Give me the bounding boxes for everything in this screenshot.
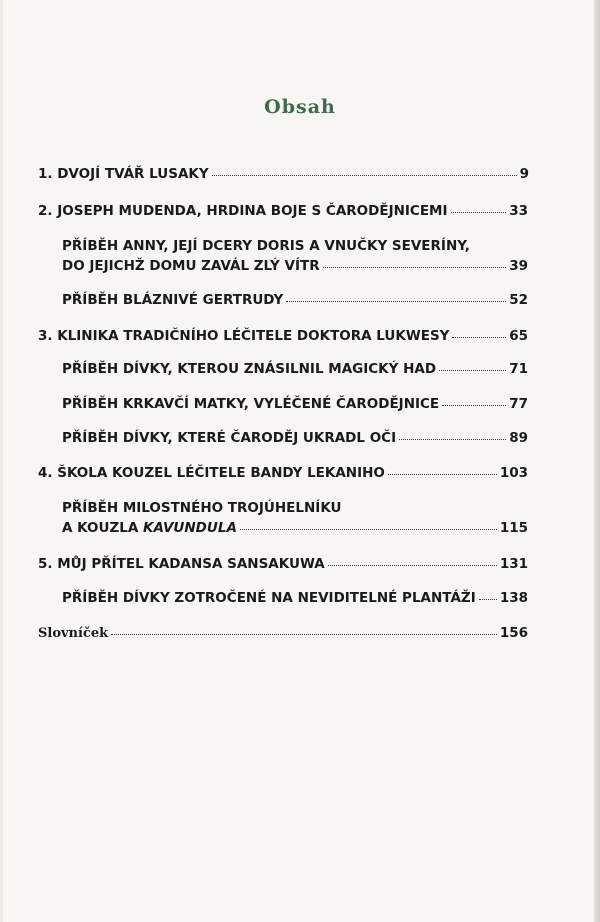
toc-entry-title-italic: KAVUNDULA: [142, 520, 237, 536]
toc-entry-title: PŘÍBĚH DÍVKY ZOTROČENÉ NA NEVIDITELNÉ PLANTÁŽI: [62, 590, 476, 606]
dot-leader: [328, 565, 497, 566]
toc-entry-title: PŘÍBĚH DÍVKY, KTERÉ ČARODĚJ UKRADL OČI: [62, 430, 397, 446]
toc-entry-page: 65: [509, 328, 528, 344]
dot-leader: [451, 212, 507, 213]
dot-leader: [399, 439, 506, 440]
toc-entry-title: 3. KLINIKA TRADIČNÍHO LÉČITELE DOKTORA LUKWESY: [38, 328, 450, 344]
toc-entry-title-line1: PŘÍBĚH MILOSTNÉHO TROJÚHELNÍKU: [62, 500, 342, 516]
dot-leader: [479, 599, 497, 600]
toc-entry-page: 71: [509, 361, 528, 377]
toc-entry-title: 4. ŠKOLA KOUZEL LÉČITELE BANDY LEKANIHO: [38, 465, 385, 481]
toc-entry-title: Slovníček: [38, 626, 109, 641]
toc-entry-page: 77: [509, 396, 528, 412]
toc-entry-page: 52: [509, 292, 528, 308]
dot-leader: [452, 337, 506, 338]
dot-leader: [212, 175, 517, 176]
toc-entry-title: PŘÍBĚH KRKAVČÍ MATKY, VYLÉČENÉ ČARODĚJNICE: [62, 396, 440, 412]
dot-leader: [442, 405, 506, 406]
toc-entry-title: 5. MŮJ PŘÍTEL KADANSA SANSAKUWA: [38, 556, 325, 572]
dot-leader: [388, 474, 497, 475]
dot-leader: [439, 370, 506, 371]
toc-entry-title: [62, 520, 237, 537]
toc-entry-page: 156: [499, 625, 528, 641]
toc-entry-title: 2. JOSEPH MUDENDA, HRDINA BOJE S ČARODĚJNICEMI: [38, 203, 448, 219]
toc-entry-title-plain: A KOUZLA: [62, 520, 143, 536]
dot-leader: [240, 529, 497, 530]
toc-entry-page: 9: [519, 166, 529, 182]
dot-leader: [323, 267, 507, 268]
toc-entry-page: 131: [499, 556, 528, 572]
page-title: Obsah: [264, 96, 336, 118]
toc-entry-title: DO JEJICHŽ DOMU ZAVÁL ZLÝ VÍTR: [62, 258, 320, 274]
toc-entry-page: 138: [499, 590, 528, 606]
toc-entry-title: PŘÍBĚH DÍVKY, KTEROU ZNÁSILNIL MAGICKÝ HAD: [62, 361, 437, 377]
toc-entry-page: 33: [509, 203, 528, 219]
toc-entry-page: 115: [499, 520, 528, 536]
toc-entry-page: 39: [509, 258, 528, 274]
dot-leader: [286, 301, 506, 302]
toc-entry-page: 89: [509, 430, 528, 446]
toc-entry-title: 1. DVOJÍ TVÁŘ LUSAKY: [38, 166, 209, 182]
toc-entry-title: PŘÍBĚH BLÁZNIVÉ GERTRUDY: [62, 292, 284, 308]
toc-entry-page: 103: [499, 465, 528, 481]
toc-entry-title-line1: PŘÍBĚH ANNY, JEJÍ DCERY DORIS A VNUČKY SEVERÍNY,: [62, 238, 470, 254]
dot-leader: [111, 634, 497, 635]
